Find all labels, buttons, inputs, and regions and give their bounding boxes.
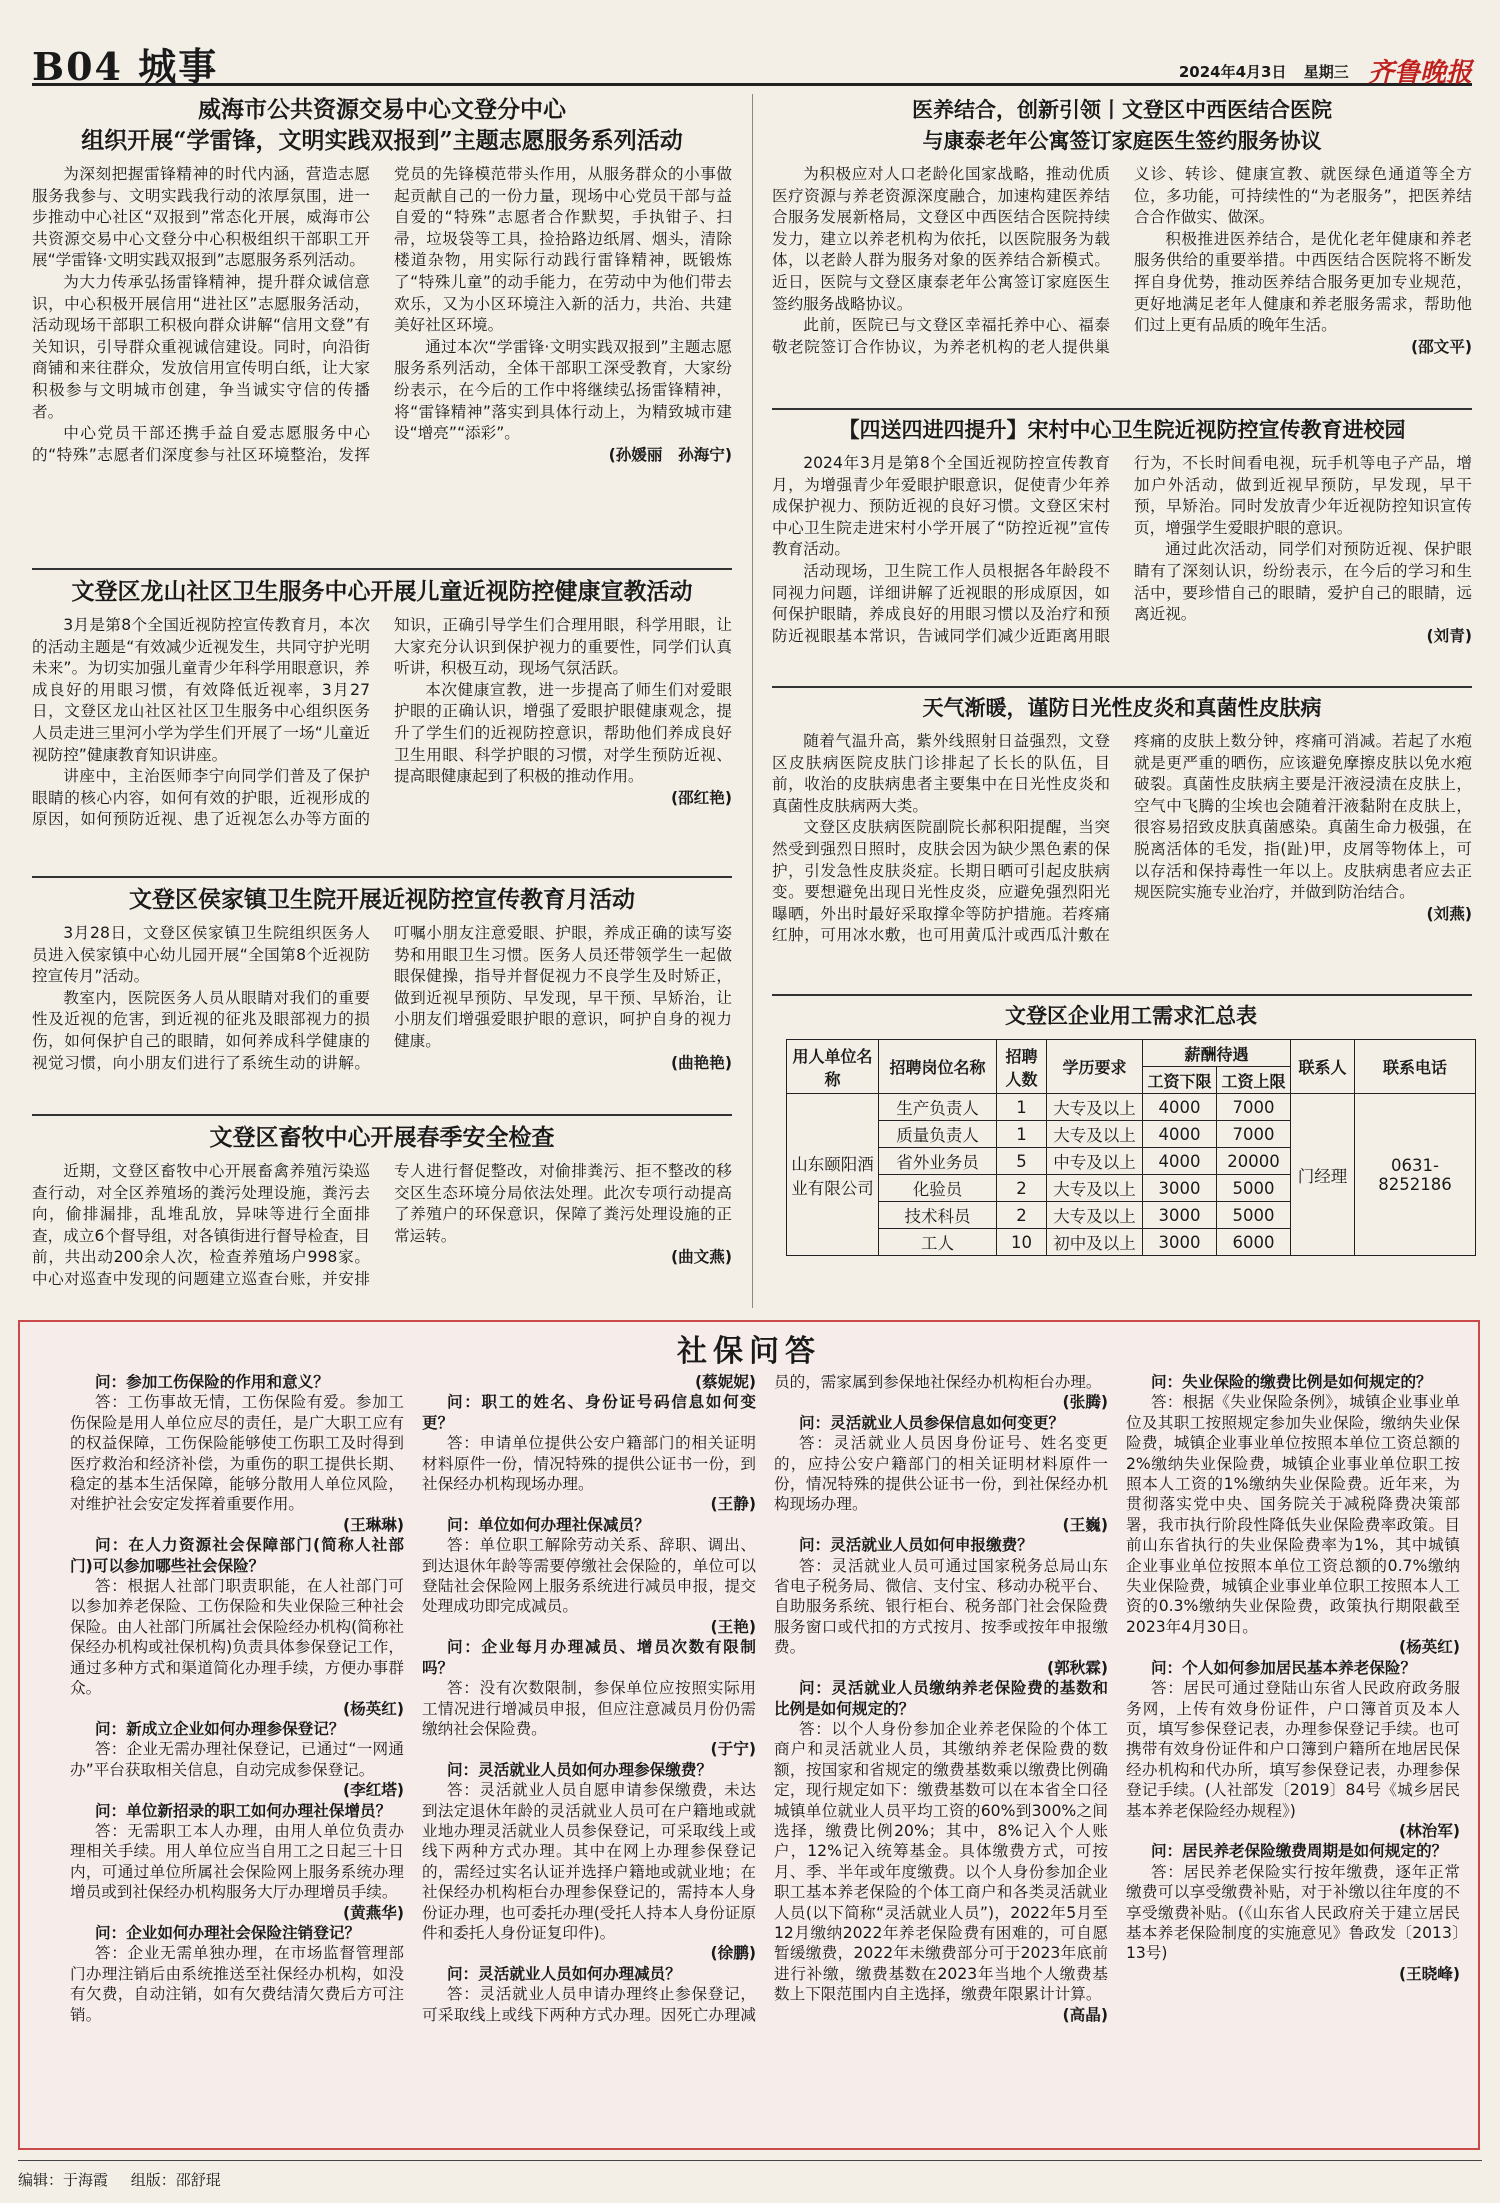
qa-answer: 答：灵活就业人员可通过国家税务总局山东省电子税务局、微信、支付宝、移动办税平台、自助服务系统、银行柜台、税务部门社会保险费服务窗口或代扣的方式按月、按季或按年申报缴费。 [774, 1556, 1108, 1657]
qa-answer: 答：灵活就业人员自愿申请参保缴费，未达到法定退休年龄的灵活就业人员可在户籍地或就业地办理灵活就业人员参保登记，可采取线上或线下两种方式办理。其中在网上办理参保登记的，需经过实名认证并选择户籍地或就业地；在社保经办机构柜台办理参保登记的，需持本人身份证办理，也可委托办理(受托人持本人身份证原件和委托人身份证复印件)。 [422, 1781, 756, 1942]
th-company: 用人单位名称 [787, 1040, 879, 1094]
cell-salary-high: 6000 [1217, 1229, 1291, 1256]
paragraph: 随着气温升高，紫外线照射日益强烈，文登区皮肤病医院皮肤门诊排起了长长的队伍，目前，收治的皮肤病患者主要集中在日光性皮炎和真菌性皮肤病两大类。 [772, 732, 1110, 815]
th-edu: 学历要求 [1047, 1040, 1143, 1094]
article-title: 天气渐暖，谨防日光性皮炎和真菌性皮肤病 [922, 695, 1322, 720]
paragraph: 为深刻把握雷锋精神的时代内涵，营造志愿服务我参与、文明实践我行动的浓厚氛围，进一步推动中心社区“双报到”常态化开展，威海市公共资源交易中心文登分中心积极组织干部职工开展“学雷锋·文明实践双报到”志愿服务系列活动。 [32, 165, 370, 270]
cell-count: 2 [997, 1202, 1047, 1229]
cell-salary-low: 3000 [1143, 1229, 1217, 1256]
article-subtitle: 组织开展“学雷锋，文明实践双报到”主题志愿服务系列活动 [81, 127, 683, 154]
article-author: (刘青) [1426, 626, 1472, 645]
cell-count: 2 [997, 1175, 1047, 1202]
qa-answer: 答：申请单位提供公安户籍部门的相关证明材料原件一份，情况特殊的提供公证书一份，到社保经办机构现场办理。 [422, 1434, 756, 1494]
qa-answer: 答：企业无需办理社保登记，已通过“一网通办”平台获取相关信息，自动完成参保登记。 [70, 1740, 404, 1779]
qa-question: 问：个人如何参加居民基本养老保险？ [1150, 1658, 1417, 1677]
qa-answer: 答：灵活就业人员因身份证号、姓名变更的，应持公安户籍部门的相关证明材料原件一份，情况特殊的提供公证书一份，到社保经办机构现场办理。 [774, 1434, 1108, 1514]
paragraph: 近期，文登区畜牧中心开展畜禽养殖污染巡查行动，对全区养殖场的粪污处理设施，粪污去向，偷排漏排，乱堆乱放，异味等进行全面排查，成立6个督导组，对各镇街进行督导检查，目前，共出动200余人次，检查养殖场户998家。中心对巡查中发现的问题建立巡查台账，并安排专人进行督促整改，对偷排粪污、拒不整改的移交区生态环境分局依法处理。此次专项行动提高了养殖户的环保意识，保障了粪污处理设施的正常运转。 [32, 1162, 732, 1288]
qa-list [70, 1372, 1460, 2144]
paragraph: 教室内，医院医务人员从眼睛对我们的重要性及近视的危害，到近视的征兆及眼部视力的损伤，如何保护自己的眼睛，如何养成科学健康的视觉习惯，向小朋友们进行了系统生动的讲解。叮嘱小朋友注意爱眼、护眼，养成正确的读写姿势和用眼卫生习惯。医务人员还带领学生一起做眼保健操，指导并督促视力不良学生及时矫正，做到近视早预防、早发现，早干预、早矫治，让小朋友们增强爱眼护眼的意识，呵护自身的视力健康。 [32, 924, 732, 1072]
jobs-table [786, 1039, 1476, 1256]
qa-question: 问：新成立企业如何办理参保登记？ [94, 1719, 345, 1738]
jobs-table-section [786, 1000, 1476, 1300]
table-row [787, 1094, 1476, 1121]
qa-author: (林治军) [1398, 1821, 1460, 1840]
paragraph: 讲座中，主治医师李宁向同学们普及了保护眼睛的核心内容，如何有效的护眼，近视形成的原因，如何预防近视、患了近视怎么办等方面的知识，正确引导学生们合理用眼，科学用眼，让大家充分认识到保护视力的重要性，同学们认真听讲，积极互动，现场气氛活跃。 [32, 616, 732, 829]
divider [772, 686, 1472, 688]
cell-edu: 大专及以上 [1047, 1175, 1143, 1202]
article-xumu [32, 1122, 732, 1312]
layout-credit: 组版：邵舒琨 [130, 2171, 221, 2189]
cell-salary-high: 5000 [1217, 1175, 1291, 1202]
paragraph: 3月是第8个全国近视防控宣传教育月，本次的活动主题是“有效减少近视发生，共同守护光明未来”。为切实加强儿童青少年科学用眼意识，养成良好的用眼习惯，有效降低近视率，3月27日，文登区龙山社区社区卫生服务中心组织医务人员走进三里河小学为学生们开展了一场“儿童近视防控”健康教育知识讲座。 [32, 616, 370, 764]
qa-question: 问：单位如何办理社保减员？ [446, 1515, 650, 1534]
th-salary-low: 工资下限 [1143, 1067, 1217, 1094]
cell-company: 山东颐阳酒业有限公司 [787, 1094, 879, 1256]
cell-edu: 大专及以上 [1047, 1202, 1143, 1229]
issue-weekday: 星期三 [1303, 63, 1349, 81]
cell-position: 省外业务员 [879, 1148, 997, 1175]
cell-salary-high: 20000 [1217, 1148, 1291, 1175]
article-songcun [772, 414, 1472, 684]
article-author: (邵红艳) [670, 788, 732, 807]
article-author: (曲文燕) [670, 1248, 732, 1267]
qa-answer: 答：工伤事故无情，工伤保险有爱。参加工伤保险是用人单位应尽的责任，是广大职工应有的权益保障，工伤保险能够使工伤职工及时得到医疗救治和经济补偿，为重伤的职工提供长期、稳定的基本生活保障，能够分散用人单位风险，对维护社会安定发挥着重要作用。 [70, 1393, 404, 1514]
qa-question: 问：灵活就业人员参保信息如何变更？ [798, 1413, 1065, 1432]
th-contact: 联系人 [1291, 1040, 1355, 1094]
paragraph: 3月28日，文登区侯家镇卫生院组织医务人员进入侯家镇中心幼儿园开展“全国第8个近视防控宣传月”活动。 [32, 924, 370, 986]
qa-author: (杨英红) [342, 1699, 404, 1718]
qa-answer: 答：没有次数限制，参保单位应按照实际用工情况进行增减员申报，但应注意减员月份仍需缴纳社会保险费。 [422, 1679, 756, 1738]
table-title: 文登区企业用工需求汇总表 [1005, 1003, 1257, 1028]
article-pifu [772, 692, 1472, 992]
cell-edu: 大专及以上 [1047, 1121, 1143, 1148]
qa-author: (于宁) [710, 1740, 756, 1759]
paragraph: 为积极应对人口老龄化国家战略，推动优质医疗资源与养老资源深度融合，加速构建医养结合服务发展新格局，文登区中西医结合医院持续发力，建立以养老机构为依托，以医院服务为载体，以老龄人群为服务对象的医养结合新模式。近日，医院与文登区康泰老年公寓签订家庭医生签约服务战略协议。 [772, 165, 1110, 313]
paragraph: 此前，医院已与文登区幸福托养中心、福泰敬老院签订合作协议，为养老机构的老人提供巢义诊、转诊、健康宣教、就医绿色通道等全方位，多功能，可持续性的“为老服务”，把医养结合合作做实、做深。 [772, 165, 1472, 356]
cell-phone: 0631-8252186 [1355, 1094, 1476, 1256]
article-subtitle: 与康泰老年公寓签订家庭医生签约服务协议 [922, 128, 1322, 153]
divider [32, 568, 732, 570]
qa-author: (高晶) [1062, 2005, 1108, 2024]
cell-position: 质量负责人 [879, 1121, 997, 1148]
masthead [32, 28, 1472, 89]
qa-answer: 答：企业无需单独办理，在市场监督管理部门办理注销后由系统推送至社保经办机构，如没有欠费，自动注销，如有欠费结清欠费后方可注销。 [70, 1944, 404, 2024]
qa-answer: 答：无需职工本人办理，由用人单位负责办理相关手续。用人单位应当自用工之日起三十日内，可通过单位所属社会保险网上服务系统办理增员或到社保经办机构服务大厅办理增员手续。 [70, 1821, 404, 1902]
qa-answer: 答：居民可通过登陆山东省人民政府政务服务网，上传有效身份证件，户口簿首页及本人页，填写参保登记表，办理参保登记手续。也可携带有效身份证件和户口簿到户籍所在地居民保经办机构和代办所，填写参保登记表，办理参保登记手续。(人社部发〔2019〕84号《城乡居民基本养老保险经办规程》) [1126, 1679, 1460, 1820]
qa-question: 问：单位新招录的职工如何办理社保增员？ [94, 1801, 392, 1820]
article-body [32, 615, 732, 831]
cell-position: 工人 [879, 1229, 997, 1256]
qa-author: (王琳琳) [342, 1515, 404, 1534]
cell-edu: 大专及以上 [1047, 1094, 1143, 1121]
paragraph: 2024年3月是第8个全国近视防控宣传教育月，为增强青少年爱眼护眼意识，促使青少年养成保护视力、预防近视的良好习惯。文登区宋村中心卫生院走进宋村小学开展了“防控近视”宣传教育活动。 [772, 454, 1110, 559]
qa-author: (徐鹏) [710, 1944, 756, 1963]
qa-question: 问：灵活就业人员如何办理参保缴费？ [446, 1760, 713, 1779]
article-body [772, 453, 1472, 647]
article-body [772, 731, 1472, 947]
cell-count: 5 [997, 1148, 1047, 1175]
article-author: (孙媛丽 孙海宁) [608, 445, 732, 464]
article-title: 文登区畜牧中心开展春季安全检查 [209, 1124, 555, 1151]
page-footer [18, 2160, 1482, 2190]
cell-salary-low: 4000 [1143, 1148, 1217, 1175]
paragraph: 通过本次“学雷锋·文明实践双报到”主题志愿服务系列活动，全体干部职工深受教育，大家纷纷表示，在今后的工作中将继续弘扬雷锋精神，将“雷锋精神”落实到具体行动上，为精致城市建设“增亮”“添彩”。 [394, 337, 732, 443]
article-title: 威海市公共资源交易中心文登分中心 [198, 96, 566, 123]
article-longshan [32, 576, 732, 872]
paragraph: 中心党员干部还携手益自爱志愿服务中心的“特殊”志愿者们深度参与社区环境整治，发挥党员的先锋模范带头作用，从服务群众的小事做起贡献自己的一份力量，现场中心党员干部与益自爱的“特殊”志愿者合作默契，手执钳子、扫帚，垃圾袋等工具，捡拾路边纸屑、烟头，清除楼道杂物，用实际行动践行雷锋精神，既锻炼了“特殊儿童”的动手能力，在劳动中为他们带去欢乐，又为小区环境注入新的活力，共治、共建美好社区环境。 [32, 165, 732, 464]
qa-answer: 答：单位职工解除劳动关系、辞职、调出、到达退休年龄等需要停缴社会保险的，单位可以登陆社会保险网上服务系统进行减员申报，提交处理成功即完成减员。 [422, 1536, 756, 1616]
article-author: (刘燕) [1426, 904, 1472, 923]
cell-count: 1 [997, 1094, 1047, 1121]
qa-author: (黄燕华) [342, 1903, 404, 1922]
qa-author: (杨英红) [1398, 1638, 1460, 1657]
cell-contact: 门经理 [1291, 1094, 1355, 1256]
article-yiyang [772, 94, 1472, 406]
paragraph: 积极推进医养结合，是优化老年健康和养老服务供给的重要举措。中西医结合医院将不断发挥自身优势，推动医养结合服务更加专业规范，更好地满足老年人健康和养老服务需求，帮助他们过上更有品质的晚年生活。 [1134, 229, 1472, 335]
paper-logo: 齐鲁晚报 [1367, 58, 1472, 88]
cell-salary-low: 3000 [1143, 1202, 1217, 1229]
qa-author: (张腾) [1062, 1393, 1108, 1412]
qa-author: (王艳) [710, 1617, 756, 1636]
th-salary: 薪酬待遇 [1143, 1040, 1291, 1067]
th-position: 招聘岗位名称 [879, 1040, 997, 1094]
cell-edu: 初中及以上 [1047, 1229, 1143, 1256]
article-title: 文登区龙山社区卫生服务中心开展儿童近视防控健康宣教活动 [71, 578, 693, 605]
divider [32, 1114, 732, 1116]
article-body [32, 1161, 732, 1291]
qa-question: 问：参加工伤保险的作用和意义？ [94, 1373, 329, 1391]
th-count: 招聘人数 [997, 1040, 1047, 1094]
masthead-right [1178, 48, 1472, 88]
paragraph: 本次健康宣教，进一步提高了师生们对爱眼护眼的正确认识，增强了爱眼护眼健康观念，提升了学生们的近视防控意识，帮助他们养成良好卫生用眼、科学护眼的习惯，对学生预防近视、提高眼健康起到了积极的推动作用。 [394, 680, 732, 786]
cell-salary-low: 3000 [1143, 1175, 1217, 1202]
cell-salary-high: 7000 [1217, 1094, 1291, 1121]
paragraph: 活动现场，卫生院工作人员根据各年龄段不同视力问题，详细讲解了近视眼的形成原因，如何保护眼睛，养成良好的用眼习惯以及治疗和预防近视眼基本常识，告诫同学们减少近距离用眼行为，不长时间看电视，玩手机等电子产品，增加户外活动，做到近视早预防，早发现，早干预，早矫治。同时发放青少年近视防控知识宣传页，增强学生爱眼护眼的意识。 [772, 454, 1472, 645]
qa-author: (王晓峰) [1398, 1964, 1460, 1983]
qa-answer: 答：根据人社部门职责职能，在人社部门可以参加养老保险、工伤保险和失业保险三种社会保险。由人社部门所属社会保险经办机构(简称社保经办机构或社保机构)负责具体参保登记工作，通过多种方式和渠道简化办理手续，方便办事群众。 [70, 1577, 404, 1698]
editor-credit: 编辑：于海霞 [18, 2171, 109, 2189]
qa-answer: 答：灵活就业人员申请办理终止参保登记，可采取线上或线下两种方式办理。因死亡办理减员的，需家属到参保地社保经办机构柜台办理。 [422, 1373, 1102, 2024]
article-author: (邵文平) [1410, 337, 1472, 356]
qa-section-title: 社保问答 [677, 1334, 821, 1369]
article-title: 【四送四进四提升】宋村中心卫生院近视防控宣传教育进校园 [838, 417, 1406, 442]
cell-salary-low: 4000 [1143, 1121, 1217, 1148]
qa-question: 问：企业每月办理减员、增员次数有限制吗？ [422, 1638, 756, 1677]
qa-question: 问：灵活就业人员缴纳养老保险费的基数和比例是如何规定的？ [774, 1679, 1108, 1718]
article-author: (曲艳艳) [670, 1053, 732, 1072]
cell-salary-high: 7000 [1217, 1121, 1291, 1148]
article-body [772, 164, 1472, 358]
cell-edu: 中专及以上 [1047, 1148, 1143, 1175]
article-title: 医养结合，创新引领丨文登区中西医结合医院 [912, 97, 1332, 122]
qa-question: 问：居民养老保险缴费周期是如何规定的？ [1150, 1842, 1448, 1861]
qa-question: 问：在人力资源社会保障部门(简称人社部门)可以参加哪些社会保险？ [70, 1536, 404, 1575]
column-rule [752, 94, 753, 1308]
qa-section [18, 1320, 1480, 2150]
qa-author: (郭秋霖) [1046, 1658, 1108, 1677]
qa-question: 问：灵活就业人员如何办理减员？ [446, 1964, 681, 1983]
cell-salary-low: 4000 [1143, 1094, 1217, 1121]
qa-answer: 答：以个人身份参加企业养老保险的个体工商户和灵活就业人员，其缴纳养老保险费的数额，按国家和省规定的缴费基数乘以缴费比例确定，现行规定如下：缴费基数可以在本省全口径城镇单位就业人员平均工资的60%到300%之间选择，缴费比例20%；其中，8%记入个人账户，12%记入统筹基金。具体缴费方式，可按月、季、半年或年度缴费。以个人身份参加企业职工基本养老保险的个体工商户和各类灵活就业人员(以下简称“灵活就业人员”)，2022年5月至12月缴纳2022年养老保险费有困难的，可自愿暂缓缴费，2022年未缴费部分可于2023年底前进行补缴，缴费基数在2023年当地个人缴费基数上下限范围内自主选择，缴费年限累计计算。 [774, 1719, 1108, 2004]
article-body [32, 164, 732, 466]
cell-position: 化验员 [879, 1175, 997, 1202]
qa-question: 问：职工的姓名、身份证号码信息如何变更？ [422, 1393, 756, 1432]
paragraph: 文登区皮肤病医院副院长郝积阳提醒，当突然受到强烈日照时，皮肤会因为缺少黑色素的保护，引发急性皮肤炎症。长期日晒可引起皮肤病变。要想避免出现日光性皮炎，应避免强烈阳光曝晒，外出时最好采取撑伞等防护措施。若疼痛红肿，可用冰水敷，也可用黄瓜汁或西瓜汁敷在疼痛的皮肤上数分钟，疼痛可消减。若起了水疱就是更严重的晒伤，应该避免摩擦皮肤以免水疱破裂。真菌性皮肤病主要是汗液浸渍在皮肤上，空气中飞腾的尘埃也会随着汗液黏附在皮肤上，很容易招致皮肤真菌感染。真菌生命力极强，在脱离活体的毛发，指(趾)甲，皮屑等物体上，可以存活和保持毒性一年以上。皮肤病患者应去正规医院实施专业治疗，并做到防治结合。 [772, 732, 1472, 945]
divider [32, 876, 732, 878]
qa-question: 问：企业如何办理社会保险注销登记？ [94, 1923, 361, 1942]
cell-salary-high: 5000 [1217, 1202, 1291, 1229]
qa-question: 问：失业保险的缴费比例是如何规定的？ [1150, 1373, 1432, 1391]
divider [772, 994, 1472, 996]
paragraph: 通过此次活动，同学们对预防近视、保护眼睛有了深刻认识，纷纷表示，在今后的学习和生活中，要珍惜自己的眼睛，爱护自己的眼睛，远离近视。 [1134, 540, 1472, 624]
qa-question: 问：灵活就业人员如何申报缴费？ [798, 1536, 1033, 1555]
cell-position: 技术科员 [879, 1202, 997, 1229]
issue-date: 2024年4月3日 [1178, 63, 1287, 81]
cell-count: 1 [997, 1121, 1047, 1148]
divider [772, 408, 1472, 410]
th-phone: 联系电话 [1355, 1040, 1476, 1094]
article-gongziyuan [32, 94, 732, 564]
qa-answer: 答：居民养老保险实行按年缴费，逐年正常缴费可以享受缴费补贴，对于补缴以往年度的不享受缴费补贴。(《山东省人民政府关于建立居民基本养老保险制度的实施意见》鲁政发〔2013〕13号) [1126, 1862, 1460, 1963]
qa-author: (王巍) [1062, 1515, 1108, 1534]
paragraph: 为大力传承弘扬雷锋精神，提升群众诚信意识，中心积极开展信用“进社区”志愿服务活动，活动现场干部职工积极向群众讲解“信用文登”有关知识，引导群众重视诚信建设。同时，向沿街商铺和来往群众，发放信用宣传明白纸，让大家积极参与文明城市创建，争当诚实守信的传播者。 [32, 272, 370, 421]
qa-answer: 答：根据《失业保险条例》，城镇企业事业单位及其职工按照规定参加失业保险，缴纳失业保险费，城镇企业事业单位按照本单位工资总额的2%缴纳失业保险费，城镇企业事业单位职工按照本人工资的1%缴纳失业保险费。近年来，为贯彻落实党中央、国务院关于减税降费决策部署，我市执行阶段性降低失业保险费率政策。目前山东省执行的失业保险费率为1%，其中城镇企业事业单位按照本单位工资总额的0.7%缴纳失业保险费，城镇企业事业单位职工按照本人工资的0.3%缴纳失业保险费，政策执行期限截至2023年4月30日。 [1126, 1393, 1460, 1636]
qa-author: (蔡妮妮) [694, 1373, 756, 1391]
qa-author: (王静) [710, 1495, 756, 1514]
page-code: B04 城事 [32, 44, 219, 89]
cell-position: 生产负责人 [879, 1094, 997, 1121]
article-title: 文登区侯家镇卫生院开展近视防控宣传教育月活动 [129, 886, 635, 913]
qa-author: (李红塔) [342, 1781, 404, 1800]
article-body [32, 923, 732, 1074]
cell-count: 10 [997, 1229, 1047, 1256]
th-salary-high: 工资上限 [1217, 1067, 1291, 1094]
article-houjia [32, 884, 732, 1110]
